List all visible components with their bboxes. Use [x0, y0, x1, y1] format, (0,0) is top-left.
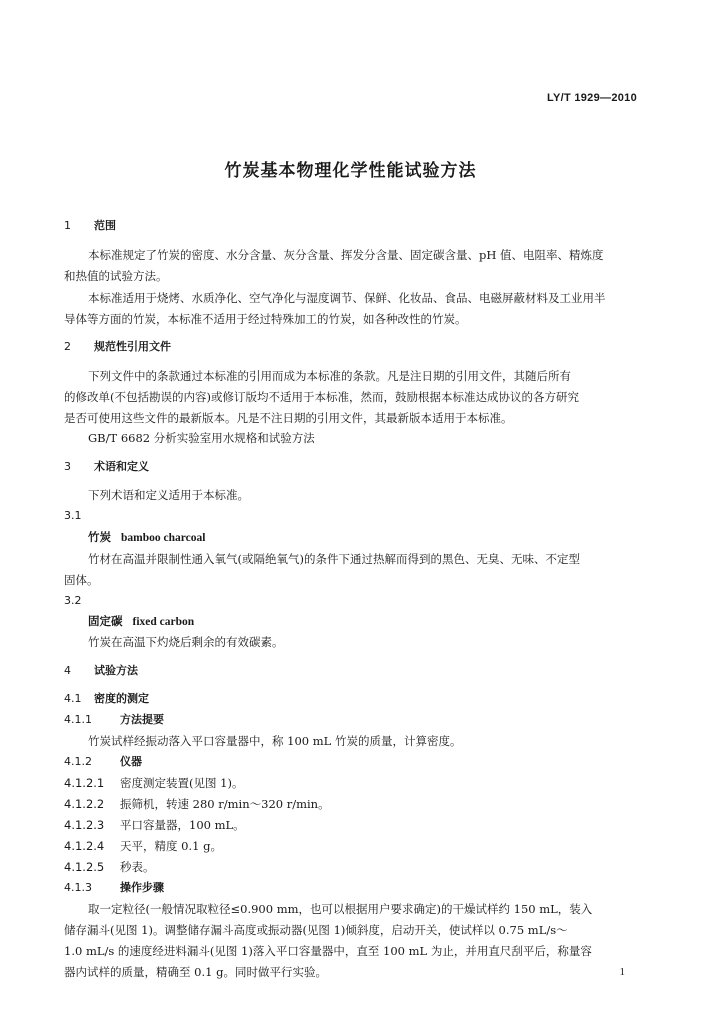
apparatus-item: 4.1.2.5 秒表。 [64, 860, 155, 874]
section-3-heading: 3 术语和定义 [64, 460, 149, 473]
apparatus-item: 4.1.2.3 平口容量器，100 mL。 [64, 818, 245, 832]
subsection-heading: 4.1.3 操作步骤 [64, 881, 164, 894]
document-title: 竹炭基本物理化学性能试验方法 [224, 161, 477, 181]
section-2-paragraph: 的修改单(不包括勘误的内容)或修订版均不适用于本标准，然而，鼓励根据本标准达成协议的各方研究 [64, 390, 579, 404]
section-4-heading: 4 试验方法 [64, 664, 138, 677]
section-2-paragraph: 是否可使用这些文件的最新版本。凡是不注日期的引用文件，其最新版本适用于本标准。 [64, 411, 513, 425]
section-1-paragraph: 本标准规定了竹炭的密度、水分含量、灰分含量、挥发分含量、固定碳含量、pH 值、电阻率、精炼度 [88, 248, 604, 262]
method-summary: 竹炭试样经振动落入平口容量器中，称 100 mL 竹炭的质量，计算密度。 [88, 734, 462, 748]
section-2-paragraph: 下列文件中的条款通过本标准的引用而成为本标准的条款。凡是注日期的引用文件，其随后所有 [88, 369, 571, 383]
standard-number: LY/T 1929—2010 [546, 92, 637, 104]
section-1-heading: 1 范围 [64, 219, 116, 232]
apparatus-item: 4.1.2.2 振筛机，转速 280 r/min～320 r/min。 [64, 797, 330, 811]
term-number: 3.2 [64, 594, 82, 607]
term-number: 3.1 [64, 509, 82, 522]
term-entry: 竹炭 bamboo charcoal [88, 530, 206, 544]
section-2-heading: 2 规范性引用文件 [64, 340, 171, 353]
section-1-paragraph: 本标准适用于烧烤、水质净化、空气净化与湿度调节、保鲜、化妆品、食品、电磁屏蔽材料及工业用半 [88, 291, 606, 305]
section-3-intro: 下列术语和定义适用于本标准。 [88, 488, 249, 502]
apparatus-item: 4.1.2.1 密度测定装置(见图 1)。 [64, 776, 244, 790]
apparatus-item: 4.1.2.4 天平，精度 0.1 g。 [64, 839, 222, 853]
subsection-heading: 4.1.2 仪器 [64, 755, 142, 768]
section-1-paragraph: 和热值的试验方法。 [64, 269, 168, 283]
page-number: 1 [619, 966, 625, 978]
subsection-heading: 4.1 密度的测定 [64, 692, 149, 705]
term-definition: 固体。 [64, 573, 99, 587]
term-entry: 固定碳 fixed carbon [88, 614, 195, 628]
procedure-paragraph: 器内试样的质量，精确至 0.1 g。同时做平行实验。 [64, 965, 327, 979]
procedure-paragraph: 取一定粒径(一般情况取粒径≤0.900 mm，也可以根据用户要求确定)的干燥试样约 150 mL，装入 [88, 902, 593, 916]
section-1-paragraph: 导体等方面的竹炭，本标准不适用于经过特殊加工的竹炭，如各种改性的竹炭。 [64, 312, 467, 326]
term-definition: 竹炭在高温下灼烧后剩余的有效碳素。 [88, 635, 284, 649]
procedure-paragraph: 储存漏斗(见图 1)。调整储存漏斗高度或振动器(见图 1)倾斜度，启动开关，使试样以 0.75 mL/s～ [64, 923, 568, 937]
normative-reference: GB/T 6682 分析实验室用水规格和试验方法 [88, 431, 315, 445]
subsection-heading: 4.1.1 方法提要 [64, 713, 164, 726]
term-definition: 竹材在高温并限制性通入氧气(或隔绝氧气)的条件下通过热解而得到的黑色、无臭、无味、不定型 [88, 552, 580, 566]
procedure-paragraph: 1.0 mL/s 的速度经进料漏斗(见图 1)落入平口容量器中，直至 100 mL 为止，并用直尺刮平后，称量容 [64, 944, 592, 958]
